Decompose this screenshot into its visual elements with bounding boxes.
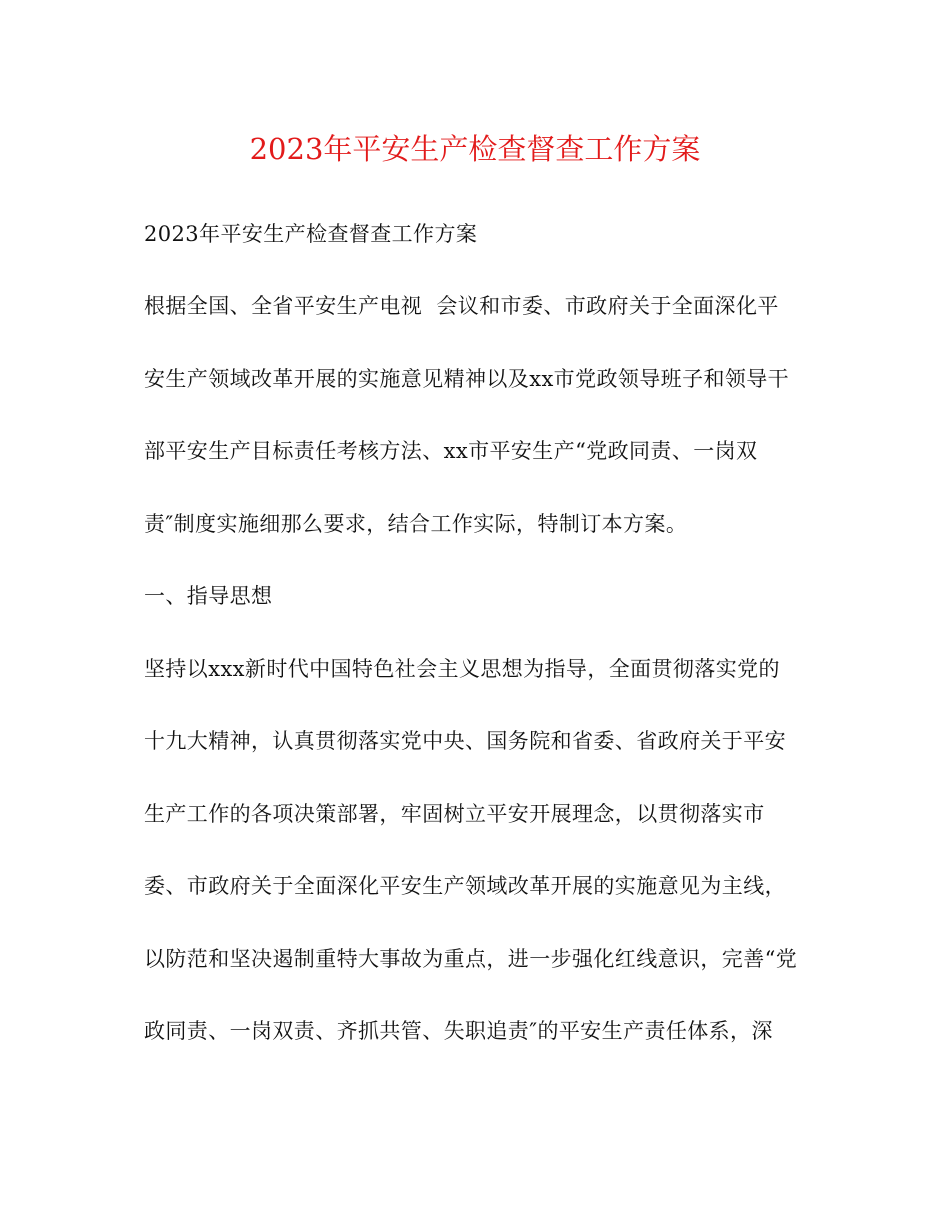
subtitle-line: 2023年平安生产检查督查工作方案 [144,222,478,246]
body-line: 以防范和坚决遏制重特大事故为重点，进一步强化红线意识，完善“党 [144,947,798,971]
body-line: 根据全国、全省平安生产电视 会议和市委、市政府关于全面深化平 [144,294,779,318]
body-line: 部平安生产目标责任考核方法、xx市平安生产“党政同责、一岗双 [144,439,758,463]
body-line: 生产工作的各项决策部署，牢固树立平安开展理念，以贯彻落实市 [144,802,765,826]
document-title: 2023年平安生产检查督查工作方案 [249,132,701,166]
section-heading: 一、指导思想 [144,584,273,608]
body-line: 责″制度实施细那么要求，结合工作实际，特制订本方案。 [144,512,688,536]
body-line: 十九大精神，认真贯彻落实党中央、国务院和省委、省政府关于平安 [144,729,786,753]
body-line: 安生产领域改革开展的实施意见精神以及xx市党政领导班子和领导干 [144,367,790,391]
body-line: 委、市政府关于全面深化平安生产领域改革开展的实施意见为主线， [144,874,786,898]
body-line: 政同责、一岗双责、齐抓共管、失职追责″的平安生产责任体系，深 [144,1019,773,1043]
body-line: 坚持以xxx新时代中国特色社会主义思想为指导，全面贯彻落实党的 [144,657,780,681]
